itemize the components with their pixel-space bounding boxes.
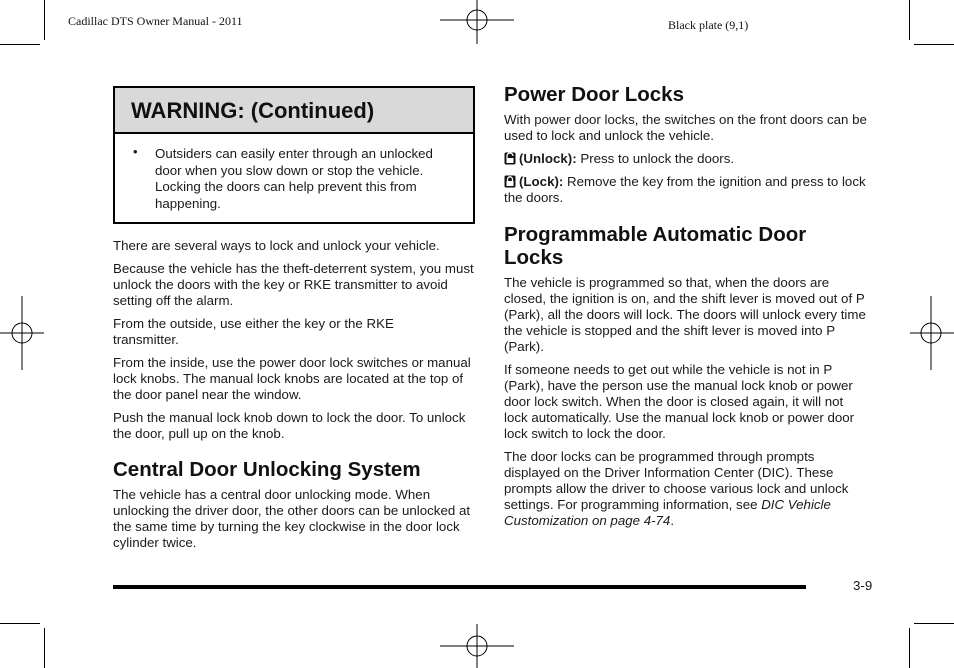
cross-reference-link[interactable]: DIC Vehicle Customization on page 4-74 <box>504 497 831 528</box>
crop-mark <box>909 0 910 40</box>
crop-mark <box>44 0 45 40</box>
crop-mark <box>914 44 954 45</box>
paragraph: From the inside, use the power door lock switches or manual lock knobs. The manual lock knobs are located at the top of the door panel near the window. <box>113 355 471 402</box>
warning-title: WARNING: (Continued) <box>115 88 473 134</box>
section-heading-power-door-locks: Power Door Locks <box>504 83 684 106</box>
registration-mark-top-icon <box>440 0 514 44</box>
lock-text: Remove the key from the ignition and press to lock the doors. <box>504 174 866 205</box>
unlock-label: (Unlock): <box>519 151 577 166</box>
paragraph: There are several ways to lock and unlock your vehicle. <box>113 238 440 253</box>
crop-mark <box>909 628 910 668</box>
unlock-icon <box>504 152 516 165</box>
paragraph: With power door locks, the switches on the front doors can be used to lock and unlock the vehicle. <box>504 112 867 143</box>
paragraph: Push the manual lock knob down to lock the door. To unlock the door, pull up on the knob. <box>113 410 466 441</box>
paragraph: Because the vehicle has the theft-deterrent system, you must unlock the doors with the key or RKE transmitter to avoid setting off the alarm. <box>113 261 474 308</box>
registration-mark-right-icon <box>910 296 954 370</box>
registration-mark-bottom-icon <box>440 624 514 668</box>
crop-mark <box>0 623 40 624</box>
right-column <box>504 83 870 536</box>
crop-mark <box>914 623 954 624</box>
page-number: 3-9 <box>853 578 873 593</box>
warning-body <box>115 134 473 212</box>
unlock-text: Press to unlock the doors. <box>576 151 735 166</box>
plate-label-header: Black plate (9,1) <box>668 18 749 32</box>
section-heading-programmable-locks: Programmable Automatic Door Locks <box>504 223 807 269</box>
paragraph: If someone needs to get out while the vehicle is not in P (Park), have the person use the manual lock knob or power door lock switch. When the door is closed again, it will not lock automatically. Use the manual lock knob or power door lock switch to lock the door. <box>504 362 855 441</box>
registration-mark-left-icon <box>0 296 44 370</box>
lock-icon <box>504 175 516 188</box>
footer-rule <box>113 585 806 589</box>
lock-description <box>504 174 870 206</box>
warning-bullet-text: Outsiders can easily enter through an unlocked door when you slow down or stop the vehicle. Locking the doors can help prevent this from happening. <box>155 146 433 211</box>
lock-label: (Lock): <box>519 174 564 189</box>
paragraph: The vehicle is programmed so that, when the doors are closed, the ignition is on, and the shift lever is moved out of P (Park), all the doors will lock. The doors will unlock every time the vehicle is stopped and the shift lever is moved into P (Park). <box>504 275 866 354</box>
bullet-icon: • <box>133 144 138 159</box>
manual-title-header: Cadillac DTS Owner Manual - 2011 <box>68 14 243 28</box>
paragraph <box>504 449 870 529</box>
crop-mark <box>44 628 45 668</box>
section-heading-central-unlocking: Central Door Unlocking System <box>113 458 421 481</box>
paragraph-end: . <box>670 513 675 528</box>
paragraph-text: The door locks can be programmed through prompts displayed on the Driver Information Center (DIC). These prompts allow the driver to choose various lock and unlock settings. For programming information, see <box>504 449 849 512</box>
paragraph: The vehicle has a central door unlocking mode. When unlocking the driver door, the other doors can be unlocked at the same time by turning the key clockwise in the door lock cylinder twice. <box>113 487 471 550</box>
unlock-description <box>504 151 870 167</box>
crop-mark <box>0 44 40 45</box>
paragraph: From the outside, use either the key or the RKE transmitter. <box>113 316 394 347</box>
left-column <box>113 238 479 558</box>
warning-box <box>113 86 475 224</box>
